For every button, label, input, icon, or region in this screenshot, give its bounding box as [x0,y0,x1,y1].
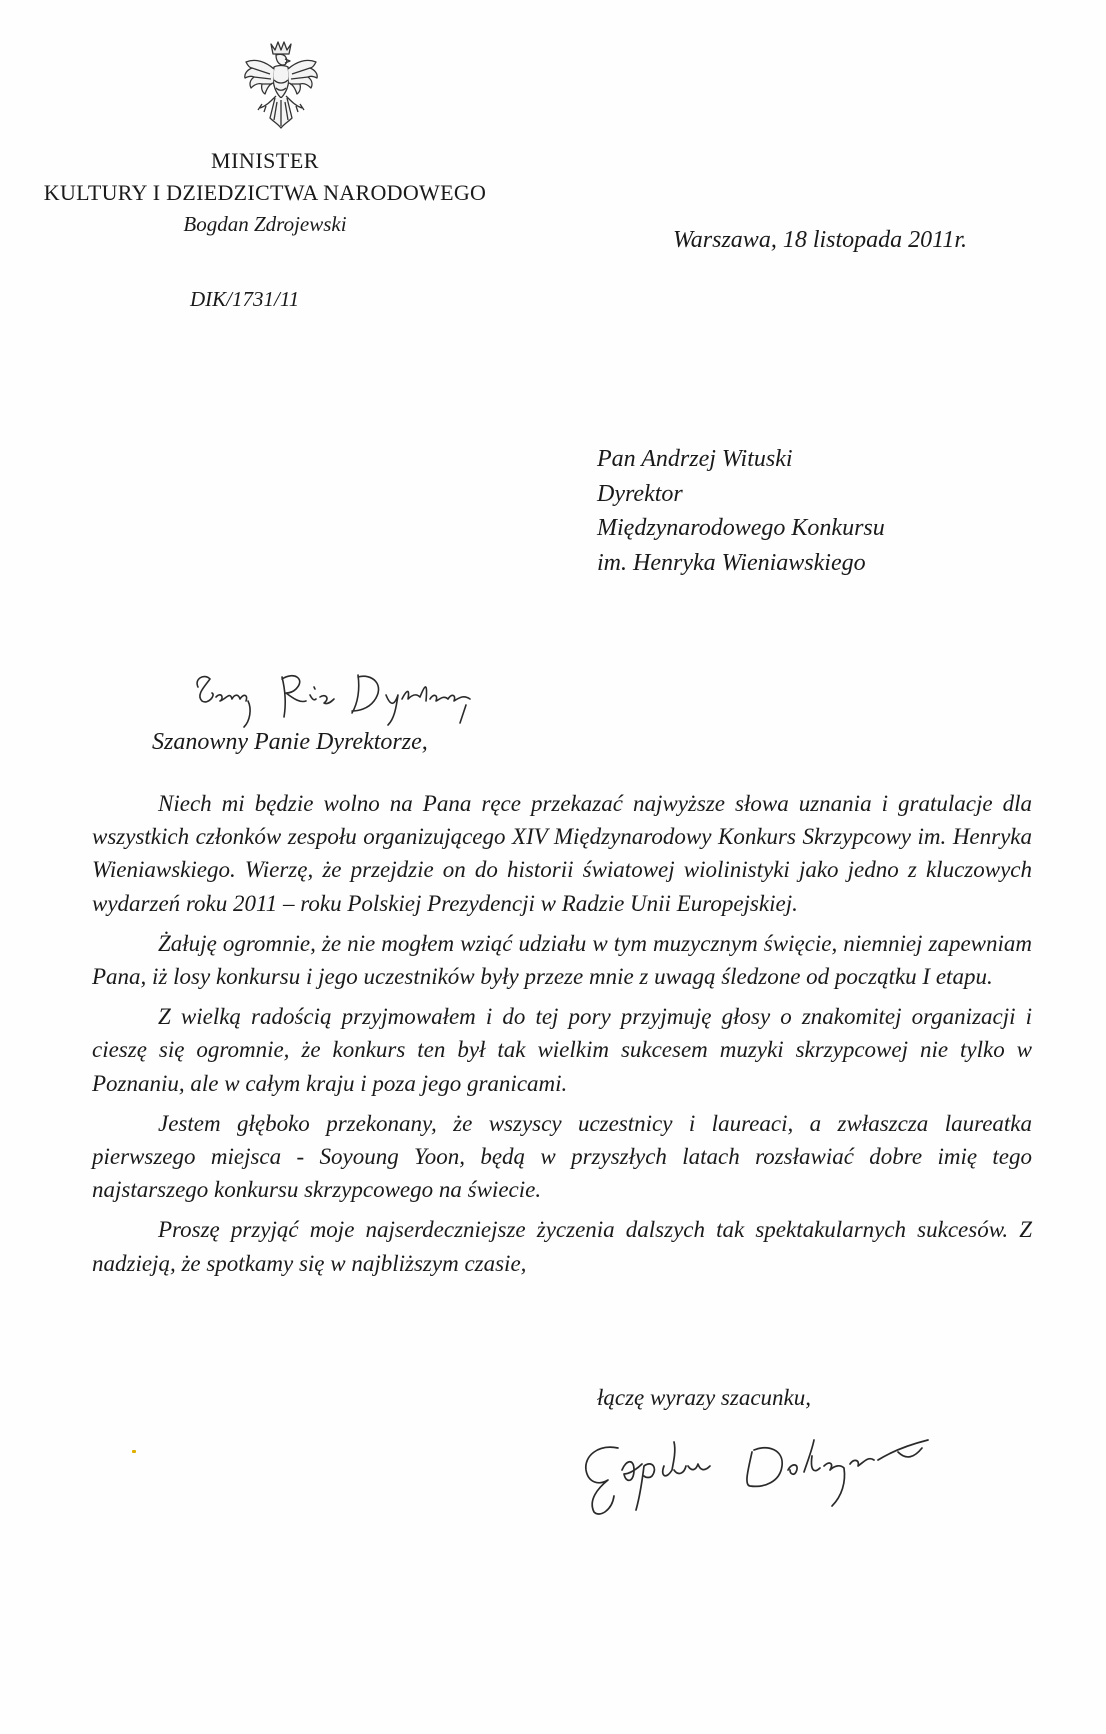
stray-mark [132,1450,136,1453]
addressee-line: Pan Andrzej Wituski [597,446,793,472]
body-paragraph: Proszę przyjąć moje najserdeczniejsze życzenia dalszych tak spektakularnych sukcesów. Z nadzieją, że spotkamy się w najbliższym czasie, [92,1217,1032,1276]
place-date: Warszawa, 18 listopada 2011r. [673,227,968,253]
body-paragraph: Z wielką radością przyjmowałem i do tej pory przyjmuję głosy o znakomitej organizacji i cieszę się ogromnie, że konkurs ten był tak wielkim sukcesem muzyki skrzypcowej nie tylko w Poznaniu, ale w całym kraju i poza jego granicami. [92,1004,1032,1096]
handwritten-salutation [190,665,510,735]
addressee-line: im. Henryka Wieniawskiego [597,549,866,576]
body-paragraph: Żałuję ogromnie, że nie mogłem wziąć udziału w tym muzycznym święcie, niemniej zapewniam Pana, iż losy konkursu i jego uczestników były przeze mnie z uwagą śledzone od początku I etapu. [92,930,1032,990]
letter-body [92,787,1032,1280]
ministry-name: KULTURY I DZIEDZICTWA NARODOWEGO [43,180,487,205]
salutation: Szanowny Panie Dyrektorze, [152,729,428,755]
addressee-line: Międzynarodowego Konkursu [597,515,885,542]
closing-phrase: łączę wyrazy szacunku, [597,1385,811,1410]
handwritten-signature [578,1430,958,1520]
minister-name: Bogdan Zdrojewski [183,212,347,236]
reference-number: DIK/1731/11 [190,287,300,311]
body-paragraph: Jestem głęboko przekonany, że wszyscy uczestnicy i laureaci, a zwłaszcza laureatka pierwszego miejsca - Soyoung Yoon, będą w przyszłych latach rozsławiać dobre imię tego najstarszego konkursu skrzypcowego na świecie. [92,1110,1032,1203]
body-paragraph: Niech mi będzie wolno na Pana ręce przekazać najwyższe słowa uznania i gratulacje dla wszystkich członków zespołu organizującego XIV Międzynarodowy Konkurs Skrzypcowy im. Henryka Wieniawskiego. Wierzę, że przejdzie on do historii światowej wiolinistyki jako jedno z kluczowych wydarzeń roku 2011 – roku Polskiej Prezydencji w Radzie Unii Europejskiej. [92,791,1032,916]
addressee-block [597,442,885,580]
polish-eagle-emblem-icon [240,38,322,138]
minister-title: MINISTER [211,148,319,173]
addressee-line: Dyrektor [597,480,683,507]
